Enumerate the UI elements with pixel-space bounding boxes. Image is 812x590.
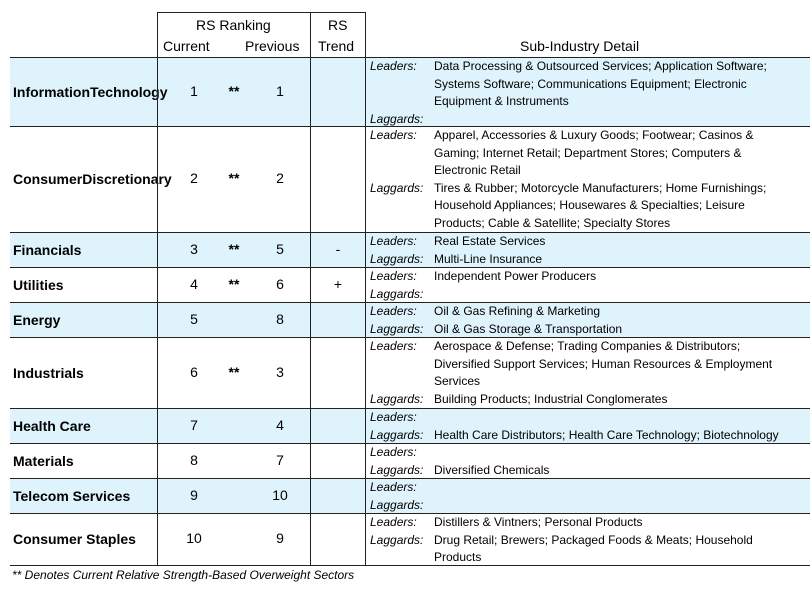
rs-trend-cell xyxy=(310,409,365,443)
sector-name xyxy=(10,127,172,232)
sector-row xyxy=(10,232,810,267)
rs-ranking-cell xyxy=(157,127,310,232)
current-rank: 6 xyxy=(190,363,198,380)
sector-name-line: Discretionary xyxy=(82,171,172,187)
sector-name-line: Information xyxy=(13,83,90,100)
previous-rank: 9 xyxy=(276,530,284,546)
leaders-text: Equipment & Instruments xyxy=(434,94,569,108)
sub-industry-detail-cell xyxy=(365,514,810,565)
leaders-label: Leaders: xyxy=(370,339,417,353)
leaders-label: Leaders: xyxy=(370,515,417,529)
previous-rank: 7 xyxy=(276,451,284,468)
rs-ranking-cell xyxy=(157,444,310,478)
sector-row xyxy=(10,443,810,478)
sector-name-line: Consumer xyxy=(13,171,83,187)
leaders-text: Independent Power Producers xyxy=(434,269,597,283)
sector-name xyxy=(10,444,157,478)
previous-rank: 1 xyxy=(276,82,284,99)
header-divider-mid xyxy=(310,12,311,57)
sub-industry-detail-cell xyxy=(365,127,810,232)
header-top-rule xyxy=(157,12,365,13)
leaders-text: Diversified Support Services; Human Resources & Employment xyxy=(434,356,773,371)
sector-row xyxy=(10,408,810,443)
sector-name xyxy=(10,58,168,126)
laggards-text: Products; Cable & Satellite; Specialty Stores xyxy=(434,215,671,230)
laggards-label: Laggards: xyxy=(370,532,424,547)
sub-industry-detail-cell xyxy=(365,479,810,513)
overweight-marker: ** xyxy=(228,275,240,292)
laggards-text: Health Care Distributors; Health Care Technology; Biotechnology xyxy=(434,427,779,442)
rs-trend-cell xyxy=(310,233,365,267)
header-divider-left xyxy=(157,12,158,57)
laggards-label: Laggards: xyxy=(370,462,424,477)
laggards-text: Oil & Gas Storage & Transportation xyxy=(434,321,623,336)
current-rank: 10 xyxy=(186,530,202,546)
previous-rank: 8 xyxy=(276,310,284,327)
sector-row xyxy=(10,302,810,337)
leaders-text: Electronic Retail xyxy=(434,163,521,177)
leaders-label: Leaders: xyxy=(370,410,417,424)
sector-row xyxy=(10,513,810,565)
rs-ranking-cell xyxy=(157,514,310,565)
leaders-text: Data Processing & Outsourced Services; Application Software; xyxy=(434,59,767,73)
table-bottom-rule xyxy=(10,565,810,566)
sector-name xyxy=(10,514,157,565)
overweight-marker: ** xyxy=(228,82,240,99)
leaders-label: Leaders: xyxy=(370,128,417,142)
sector-name xyxy=(10,479,157,513)
sub-industry-detail-cell xyxy=(365,338,810,408)
rs-ranking-cell xyxy=(157,409,310,443)
sub-industry-detail-cell xyxy=(365,409,810,443)
sector-row xyxy=(10,478,810,513)
previous-rank: 6 xyxy=(276,275,284,292)
sector-name-line: Telecom Services xyxy=(13,487,131,504)
current-header: Current xyxy=(163,38,210,54)
rs-trend-cell xyxy=(310,338,365,408)
rs-trend-cell xyxy=(310,479,365,513)
laggards-label: Laggards: xyxy=(370,321,424,336)
overweight-marker: ** xyxy=(228,240,240,257)
previous-rank: 3 xyxy=(276,363,284,380)
leaders-text: Gaming; Internet Retail; Department Stores; Computers & xyxy=(434,145,742,160)
current-rank: 8 xyxy=(190,451,198,468)
sector-name-line: Health Care xyxy=(13,417,91,434)
previous-rank: 4 xyxy=(276,416,284,433)
current-rank: 9 xyxy=(190,486,198,503)
overweight-marker: ** xyxy=(228,170,240,186)
overweight-marker: ** xyxy=(228,363,240,380)
leaders-label: Leaders: xyxy=(370,234,417,248)
sector-name-line: Industrials xyxy=(13,364,84,381)
laggards-label: Laggards: xyxy=(370,286,424,301)
sector-name xyxy=(10,338,157,408)
sector-name-line: Financials xyxy=(13,241,82,258)
rs-header: RS xyxy=(328,17,348,33)
current-rank: 4 xyxy=(190,275,198,292)
leaders-text: Distillers & Vintners; Personal Products xyxy=(434,515,643,529)
laggards-label: Laggards: xyxy=(370,111,424,126)
rs-ranking-cell xyxy=(157,268,310,302)
sector-name xyxy=(10,409,157,443)
sector-name xyxy=(10,233,157,267)
previous-header: Previous xyxy=(245,38,300,54)
previous-rank: 2 xyxy=(276,170,284,186)
rs-ranking-cell xyxy=(157,58,310,126)
leaders-text: Apparel, Accessories & Luxury Goods; Footwear; Casinos & xyxy=(434,128,754,142)
trend-header: Trend xyxy=(318,38,355,54)
rs-trend-value: - xyxy=(335,240,341,257)
laggards-text: Multi-Line Insurance xyxy=(434,251,543,266)
laggards-text: Household Appliances; Housewares & Specialties; Leisure xyxy=(434,198,745,212)
rs-trend-cell xyxy=(310,58,365,126)
laggards-text: Products xyxy=(434,550,482,564)
leaders-label: Leaders: xyxy=(370,480,417,494)
previous-rank: 5 xyxy=(276,240,284,257)
laggards-label: Laggards: xyxy=(370,180,424,195)
sector-name-line: Energy xyxy=(13,311,61,328)
current-rank: 5 xyxy=(190,310,198,327)
laggards-label: Laggards: xyxy=(370,251,424,266)
rs-trend-cell xyxy=(310,514,365,565)
header-divider-right xyxy=(365,12,366,57)
sub-industry-detail-cell xyxy=(365,58,810,126)
current-rank: 2 xyxy=(190,170,198,186)
sector-name xyxy=(10,303,157,337)
sub-industry-detail-cell xyxy=(365,444,810,478)
rs-ranking-cell xyxy=(157,338,310,408)
rs-trend-cell xyxy=(310,444,365,478)
leaders-label: Leaders: xyxy=(370,304,417,318)
leaders-text: Services xyxy=(434,374,481,388)
laggards-text: Building Products; Industrial Conglomerates xyxy=(434,391,668,406)
sub-industry-detail-cell xyxy=(365,233,810,267)
leaders-text: Systems Software; Communications Equipment; Electronic xyxy=(434,76,747,91)
laggards-text: Drug Retail; Brewers; Packaged Foods & Meats; Household xyxy=(434,532,753,547)
sector-name-line: Utilities xyxy=(13,276,64,293)
sub-industry-detail-header: Sub-Industry Detail xyxy=(520,38,640,54)
rs-trend-cell xyxy=(310,127,365,232)
laggards-label: Laggards: xyxy=(370,497,424,512)
sector-name-line: Materials xyxy=(13,452,74,469)
sector-name xyxy=(10,268,157,302)
rs-ranking-cell xyxy=(157,479,310,513)
rs-ranking-cell xyxy=(157,303,310,337)
leaders-label: Leaders: xyxy=(370,269,417,283)
rs-ranking-header: RS Ranking xyxy=(196,17,271,33)
rs-ranking-cell xyxy=(157,233,310,267)
laggards-label: Laggards: xyxy=(370,391,424,406)
current-rank: 1 xyxy=(190,82,198,99)
sector-name-line: Consumer Staples xyxy=(13,531,136,547)
current-rank: 7 xyxy=(190,416,198,433)
laggards-text: Diversified Chemicals xyxy=(434,462,550,477)
laggards-label: Laggards: xyxy=(370,427,424,442)
sector-row xyxy=(10,267,810,302)
sub-industry-detail-cell xyxy=(365,303,810,337)
laggards-text: Tires & Rubber; Motorcycle Manufacturers; Home Furnishings; xyxy=(434,180,767,195)
leaders-text: Oil & Gas Refining & Marketing xyxy=(434,304,601,318)
rs-trend-cell xyxy=(310,303,365,337)
leaders-text: Aerospace & Defense; Trading Companies & Distributors; xyxy=(434,339,741,353)
sector-row xyxy=(10,57,810,126)
sector-row xyxy=(10,126,810,232)
sector-name-line: Technology xyxy=(90,83,168,100)
current-rank: 3 xyxy=(190,240,198,257)
previous-rank: 10 xyxy=(272,486,288,503)
leaders-label: Leaders: xyxy=(370,59,417,73)
leaders-label: Leaders: xyxy=(370,445,417,459)
rs-trend-cell xyxy=(310,268,365,302)
rs-trend-value: + xyxy=(333,275,343,292)
leaders-text: Real Estate Services xyxy=(434,234,546,248)
footnote: ** Denotes Current Relative Strength-Based Overweight Sectors xyxy=(12,568,355,582)
sub-industry-detail-cell xyxy=(365,268,810,302)
sector-row xyxy=(10,337,810,408)
